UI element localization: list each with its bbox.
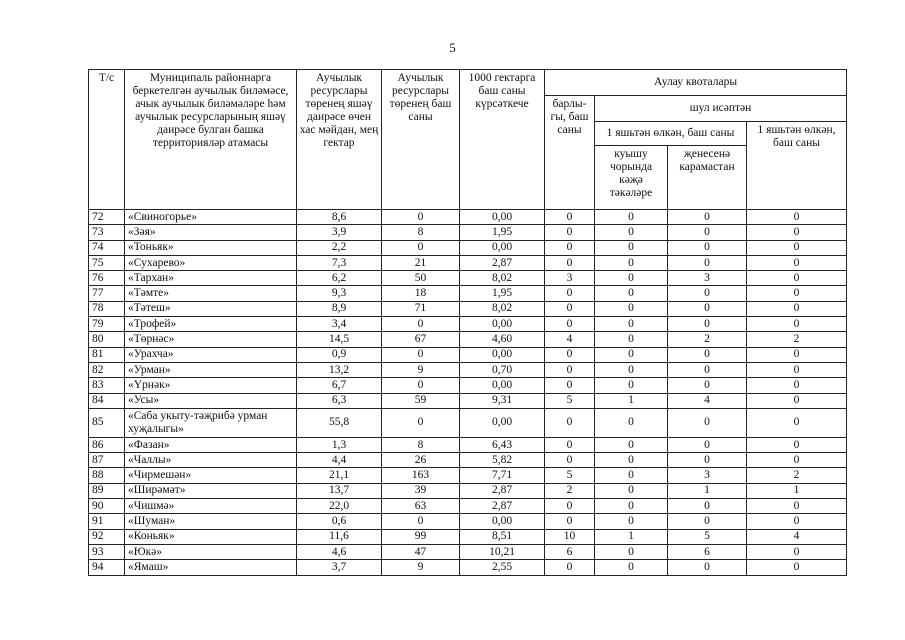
row-quota-under-one-year: 0 (747, 544, 847, 559)
row-quota-rut-males: 0 (595, 483, 668, 498)
table-row (89, 453, 847, 468)
row-quota-any-sex: 0 (668, 240, 747, 255)
table-row (89, 317, 847, 332)
row-quota-total: 10 (545, 529, 595, 544)
row-name: «Юкә» (125, 544, 297, 559)
row-quota-any-sex: 0 (668, 347, 747, 362)
row-count: 71 (382, 301, 460, 316)
row-density: 2,87 (460, 499, 545, 514)
table-row (89, 408, 847, 437)
row-quota-any-sex: 0 (668, 225, 747, 240)
row-quota-under-one-year: 0 (747, 225, 847, 240)
row-name: «Тәмте» (125, 286, 297, 301)
row-area: 9,3 (297, 286, 382, 301)
table-row (89, 544, 847, 559)
row-count: 0 (382, 408, 460, 437)
row-quota-rut-males: 0 (595, 347, 668, 362)
row-area: 7,3 (297, 255, 382, 270)
row-count: 8 (382, 437, 460, 452)
row-name: «Төрнәс» (125, 332, 297, 347)
row-density: 0,00 (460, 378, 545, 393)
row-quota-any-sex: 0 (668, 286, 747, 301)
row-quota-total: 3 (545, 271, 595, 286)
row-quota-rut-males: 0 (595, 499, 668, 514)
row-quota-rut-males: 0 (595, 378, 668, 393)
row-count: 26 (382, 453, 460, 468)
row-name: «Ширәмәт» (125, 483, 297, 498)
row-number: 74 (89, 240, 125, 255)
row-density: 9,31 (460, 393, 545, 408)
row-quota-total: 0 (545, 362, 595, 377)
row-quota-rut-males: 0 (595, 544, 668, 559)
row-name: «Чаллы» (125, 453, 297, 468)
row-count: 9 (382, 560, 460, 575)
row-quota-under-one-year: 0 (747, 240, 847, 255)
table-row (89, 225, 847, 240)
table-row (89, 483, 847, 498)
table-row (89, 271, 847, 286)
table-row (89, 286, 847, 301)
table-row (89, 347, 847, 362)
row-quota-any-sex: 0 (668, 255, 747, 270)
row-density: 8,02 (460, 271, 545, 286)
row-area: 0,6 (297, 514, 382, 529)
table-row (89, 560, 847, 575)
table-row (89, 393, 847, 408)
row-quota-rut-males: 0 (595, 514, 668, 529)
row-count: 9 (382, 362, 460, 377)
row-quota-total: 0 (545, 408, 595, 437)
row-quota-total: 5 (545, 468, 595, 483)
row-name: «Фазан» (125, 437, 297, 452)
row-density: 0,00 (460, 408, 545, 437)
table-row (89, 468, 847, 483)
row-number: 85 (89, 408, 125, 437)
row-name: «Ямаш» (125, 560, 297, 575)
row-quota-any-sex: 0 (668, 453, 747, 468)
row-quota-under-one-year: 1 (747, 483, 847, 498)
row-name: «Коньяк» (125, 529, 297, 544)
row-quota-rut-males: 0 (595, 225, 668, 240)
row-number: 84 (89, 393, 125, 408)
row-quota-total: 0 (545, 286, 595, 301)
row-number: 81 (89, 347, 125, 362)
table-row (89, 514, 847, 529)
row-count: 0 (382, 514, 460, 529)
row-quota-under-one-year: 0 (747, 255, 847, 270)
row-quota-total: 0 (545, 347, 595, 362)
table-row (89, 362, 847, 377)
row-area: 2,2 (297, 240, 382, 255)
row-quota-rut-males: 0 (595, 271, 668, 286)
row-quota-any-sex: 5 (668, 529, 747, 544)
row-number: 78 (89, 301, 125, 316)
row-name: «Тоньяк» (125, 240, 297, 255)
row-area: 6,2 (297, 271, 382, 286)
row-name: «Свиногорье» (125, 210, 297, 225)
row-name: «Тәтеш» (125, 301, 297, 316)
row-density: 0,00 (460, 240, 545, 255)
row-density: 4,60 (460, 332, 545, 347)
row-area: 14,5 (297, 332, 382, 347)
row-quota-total: 0 (545, 210, 595, 225)
row-number: 87 (89, 453, 125, 468)
row-density: 0,00 (460, 317, 545, 332)
row-area: 55,8 (297, 408, 382, 437)
row-count: 0 (382, 378, 460, 393)
row-number: 79 (89, 317, 125, 332)
row-density: 7,71 (460, 468, 545, 483)
header-count: Аучылык ресурслары төренең баш саны (382, 70, 460, 210)
row-quota-rut-males: 0 (595, 301, 668, 316)
header-density: 1000 гектарга баш саны күрсәткече (460, 70, 545, 210)
row-name: «Усы» (125, 393, 297, 408)
row-quota-rut-males: 0 (595, 255, 668, 270)
row-area: 13,7 (297, 483, 382, 498)
row-quota-under-one-year: 0 (747, 210, 847, 225)
header-under-one-year: 1 яшьтән өлкән, баш саны (747, 122, 847, 210)
row-quota-total: 2 (545, 483, 595, 498)
row-quota-any-sex: 0 (668, 499, 747, 514)
row-number: 80 (89, 332, 125, 347)
row-number: 94 (89, 560, 125, 575)
row-density: 8,02 (460, 301, 545, 316)
row-quota-rut-males: 1 (595, 529, 668, 544)
row-name: «Чирмешән» (125, 468, 297, 483)
row-name: «Трофей» (125, 317, 297, 332)
row-quota-total: 0 (545, 453, 595, 468)
row-quota-under-one-year: 0 (747, 437, 847, 452)
row-quota-under-one-year: 0 (747, 301, 847, 316)
table-row (89, 378, 847, 393)
row-area: 3,7 (297, 560, 382, 575)
row-number: 83 (89, 378, 125, 393)
table-body (89, 210, 847, 576)
row-name: «Шуман» (125, 514, 297, 529)
row-quota-rut-males: 0 (595, 453, 668, 468)
row-area: 3,9 (297, 225, 382, 240)
row-count: 0 (382, 347, 460, 362)
row-count: 0 (382, 240, 460, 255)
row-density: 0,00 (460, 514, 545, 529)
row-density: 0,70 (460, 362, 545, 377)
row-count: 50 (382, 271, 460, 286)
row-quota-total: 0 (545, 514, 595, 529)
row-density: 1,95 (460, 225, 545, 240)
row-quota-any-sex: 1 (668, 483, 747, 498)
row-quota-under-one-year: 4 (747, 529, 847, 544)
row-name: «Зәя» (125, 225, 297, 240)
row-name: «Сухарево» (125, 255, 297, 270)
row-quota-any-sex: 0 (668, 437, 747, 452)
row-quota-under-one-year: 0 (747, 560, 847, 575)
row-quota-any-sex: 4 (668, 393, 747, 408)
row-quota-any-sex: 3 (668, 271, 747, 286)
row-number: 76 (89, 271, 125, 286)
row-area: 0,9 (297, 347, 382, 362)
row-count: 21 (382, 255, 460, 270)
row-count: 63 (382, 499, 460, 514)
row-quota-under-one-year: 0 (747, 347, 847, 362)
row-number: 82 (89, 362, 125, 377)
row-count: 59 (382, 393, 460, 408)
row-quota-any-sex: 0 (668, 317, 747, 332)
row-quota-under-one-year: 0 (747, 317, 847, 332)
row-quota-rut-males: 0 (595, 468, 668, 483)
row-quota-total: 4 (545, 332, 595, 347)
header-any-sex: җенесенә карамастан (668, 146, 747, 210)
row-quota-total: 0 (545, 317, 595, 332)
row-area: 21,1 (297, 468, 382, 483)
row-density: 5,82 (460, 453, 545, 468)
row-quota-total: 0 (545, 499, 595, 514)
row-quota-any-sex: 3 (668, 468, 747, 483)
row-quota-rut-males: 0 (595, 332, 668, 347)
row-density: 0,00 (460, 210, 545, 225)
row-quota-under-one-year: 0 (747, 453, 847, 468)
row-quota-any-sex: 0 (668, 560, 747, 575)
row-quota-total: 0 (545, 301, 595, 316)
row-count: 18 (382, 286, 460, 301)
row-area: 11,6 (297, 529, 382, 544)
row-number: 88 (89, 468, 125, 483)
row-name: «Урман» (125, 362, 297, 377)
row-quota-total: 0 (545, 437, 595, 452)
row-quota-rut-males: 0 (595, 437, 668, 452)
row-density: 1,95 (460, 286, 545, 301)
row-quota-under-one-year: 0 (747, 271, 847, 286)
row-area: 4,6 (297, 544, 382, 559)
row-density: 0,00 (460, 347, 545, 362)
row-quota-any-sex: 0 (668, 408, 747, 437)
row-density: 8,51 (460, 529, 545, 544)
row-quota-under-one-year: 0 (747, 499, 847, 514)
row-quota-total: 0 (545, 378, 595, 393)
row-quota-total: 6 (545, 544, 595, 559)
table-row (89, 499, 847, 514)
row-area: 4,4 (297, 453, 382, 468)
row-area: 3,4 (297, 317, 382, 332)
row-number: 86 (89, 437, 125, 452)
row-density: 6,43 (460, 437, 545, 452)
page-number: 5 (449, 40, 456, 55)
row-quota-total: 5 (545, 393, 595, 408)
row-count: 8 (382, 225, 460, 240)
row-quota-total: 0 (545, 255, 595, 270)
row-quota-rut-males: 0 (595, 362, 668, 377)
row-number: 93 (89, 544, 125, 559)
row-quota-rut-males: 0 (595, 286, 668, 301)
row-quota-under-one-year: 2 (747, 468, 847, 483)
row-quota-rut-males: 0 (595, 408, 668, 437)
row-quota-under-one-year: 0 (747, 362, 847, 377)
row-quota-under-one-year: 0 (747, 408, 847, 437)
row-number: 75 (89, 255, 125, 270)
table-row (89, 529, 847, 544)
table-row (89, 301, 847, 316)
row-quota-total: 0 (545, 560, 595, 575)
row-density: 2,87 (460, 483, 545, 498)
table-row (89, 210, 847, 225)
row-number: 77 (89, 286, 125, 301)
row-quota-rut-males: 1 (595, 393, 668, 408)
row-area: 22,0 (297, 499, 382, 514)
table-row (89, 255, 847, 270)
row-quota-total: 0 (545, 225, 595, 240)
row-quota-any-sex: 6 (668, 544, 747, 559)
header-quota-group: Аулау квоталары (545, 70, 847, 96)
hunting-quota-table (88, 69, 847, 576)
row-quota-any-sex: 2 (668, 332, 747, 347)
row-quota-under-one-year: 0 (747, 514, 847, 529)
row-count: 0 (382, 317, 460, 332)
row-number: 91 (89, 514, 125, 529)
row-number: 92 (89, 529, 125, 544)
table-row (89, 332, 847, 347)
row-quota-rut-males: 0 (595, 317, 668, 332)
row-name: «Саба укыту-тәҗрибә урман хуҗалыгы» (125, 408, 297, 437)
row-name: «Чишмә» (125, 499, 297, 514)
row-count: 67 (382, 332, 460, 347)
row-area: 1,3 (297, 437, 382, 452)
row-number: 72 (89, 210, 125, 225)
row-quota-rut-males: 0 (595, 560, 668, 575)
row-quota-under-one-year: 0 (747, 393, 847, 408)
row-area: 6,3 (297, 393, 382, 408)
row-number: 89 (89, 483, 125, 498)
row-area: 13,2 (297, 362, 382, 377)
row-count: 163 (382, 468, 460, 483)
table-row (89, 240, 847, 255)
row-count: 47 (382, 544, 460, 559)
header-index: Т/с (89, 70, 125, 210)
row-quota-under-one-year: 0 (747, 286, 847, 301)
row-number: 73 (89, 225, 125, 240)
header-over-one-year: 1 яшьтән өлкән, баш саны (595, 122, 747, 146)
row-area: 8,6 (297, 210, 382, 225)
header-including: шул исәптән (595, 96, 847, 122)
header-area: Аучылык ресурслары төренең яшәү даирәсе өчен хас мәйдан, мең гектар (297, 70, 382, 210)
row-area: 6,7 (297, 378, 382, 393)
row-name: «Тархан» (125, 271, 297, 286)
header-name: Муниципаль районнарга беркетелгән аучылык биләмәсе, ачык аучылык биләмәләре һәм аучылык ресурсларының яшәү даирәсе булган башка территорияләр атамасы (125, 70, 297, 210)
row-quota-total: 0 (545, 240, 595, 255)
row-quota-any-sex: 0 (668, 362, 747, 377)
row-density: 2,55 (460, 560, 545, 575)
row-density: 2,87 (460, 255, 545, 270)
row-quota-any-sex: 0 (668, 210, 747, 225)
row-count: 0 (382, 210, 460, 225)
row-number: 90 (89, 499, 125, 514)
row-quota-rut-males: 0 (595, 240, 668, 255)
row-name: «Үрнәк» (125, 378, 297, 393)
row-quota-under-one-year: 2 (747, 332, 847, 347)
header-total: барлы-гы, баш саны (545, 96, 595, 210)
table-row (89, 437, 847, 452)
row-quota-any-sex: 0 (668, 378, 747, 393)
row-density: 10,21 (460, 544, 545, 559)
row-quota-any-sex: 0 (668, 514, 747, 529)
row-count: 39 (382, 483, 460, 498)
row-quota-rut-males: 0 (595, 210, 668, 225)
table-header (89, 70, 847, 210)
row-area: 8,9 (297, 301, 382, 316)
row-count: 99 (382, 529, 460, 544)
row-name: «Урахча» (125, 347, 297, 362)
header-rut-males: куышу чорында кәҗә тәкәләре (595, 146, 668, 210)
row-quota-under-one-year: 0 (747, 378, 847, 393)
row-quota-any-sex: 0 (668, 301, 747, 316)
